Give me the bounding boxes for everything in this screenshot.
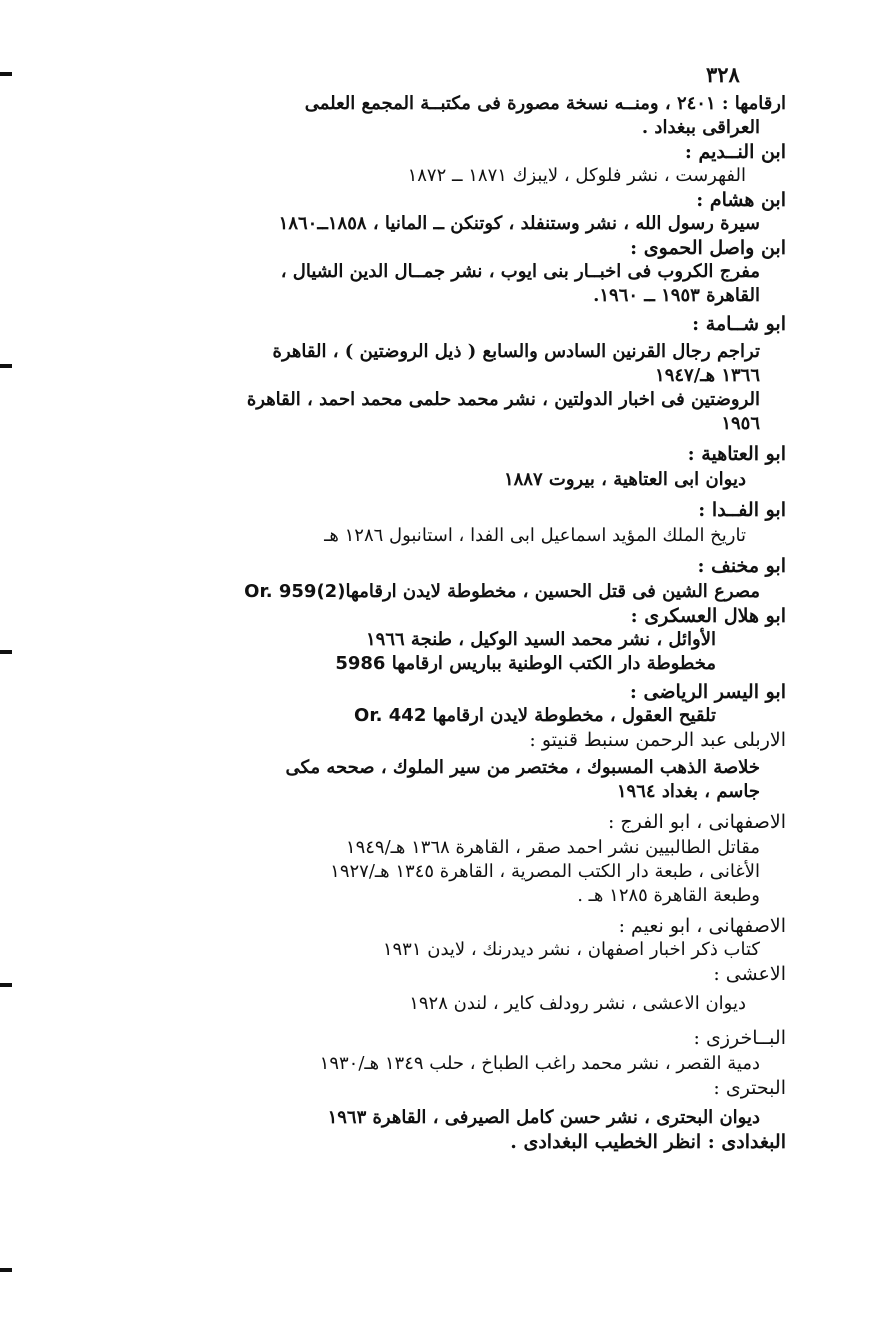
bibliography-entry [110, 1076, 786, 1130]
entry-line: وطبعة القاهرة ١٢٨٥ هـ . [577, 885, 760, 906]
author-heading: ابن هشام : [696, 189, 786, 211]
entry-line: دمية القصر ، نشر محمد راغب الطباخ ، حلب ١٣٤٩ هـ/١٩٣٠ [319, 1053, 760, 1074]
margin-mark [0, 650, 12, 654]
bibliography-entry [110, 810, 786, 908]
entry-line: العراقى ببغداد . [641, 117, 760, 138]
entry-line: كتاب ذكر اخبار اصفهان ، نشر ديدرنك ، لايدن ١٩٣١ [382, 939, 760, 960]
bibliography-list [110, 92, 786, 1154]
author-heading: الاعشى : [713, 963, 786, 985]
entry-line: ديوان ابى العتاهية ، بيروت ١٨٨٧ [503, 469, 746, 490]
bibliography-entry [110, 312, 786, 436]
author-heading: ابو الفــدا : [698, 499, 786, 521]
author-heading: ابو شــامة : [692, 313, 786, 335]
margin-mark [0, 364, 12, 368]
page-number: ٣٢٨ [706, 62, 740, 87]
author-heading: ابو اليسر الرياضى : [629, 681, 786, 703]
entry-line: تاريخ الملك المؤيد اسماعيل ابى الفدا ، استانبول ١٢٨٦ هـ [324, 525, 746, 546]
entry-line: الفهرست ، نشر فلوكل ، لايبزك ١٨٧١ ــ ١٨٧٢ [407, 165, 746, 186]
bibliography-entry [110, 140, 786, 188]
entry-line: جاسم ، بغداد ١٩٦٤ [616, 781, 760, 802]
margin-mark [0, 983, 12, 987]
bibliography-entry [110, 188, 786, 236]
manuscript-number: Or. 959(2) [244, 581, 346, 602]
entry-line: ١٩٥٦ [721, 413, 760, 434]
author-heading: الاصفهانى ، ابو الفرج : [607, 811, 786, 833]
entry-line: مفرج الكروب فى اخبــار بنى ايوب ، نشر جمــال الدين الشيال ، [280, 261, 760, 282]
bibliography-entry [110, 680, 786, 728]
manuscript-number: Or. 442 [354, 705, 427, 726]
bibliography-entry [110, 498, 786, 548]
bibliography-entry [110, 92, 786, 140]
entry-line [110, 580, 786, 604]
author-heading: ابو مخنف : [697, 555, 786, 577]
entry-line [110, 704, 786, 728]
entry-line: ديوان الاعشى ، نشر رودلف كاير ، لندن ١٩٢٨ [409, 993, 746, 1014]
entry-line: ارقامها : ٢٤٠١ ، ومنــه نسخة مصورة فى مكتبــة المجمع العلمى [304, 93, 786, 114]
author-heading: البــاخرزى : [693, 1027, 786, 1049]
entry-line [110, 652, 786, 676]
author-heading: الاصفهانى ، ابو نعيم : [618, 915, 786, 937]
bibliography-entry [110, 728, 786, 804]
bibliography-entry [110, 914, 786, 962]
entry-line: تراجم رجال القرنين السادس والسابع ( ذيل الروضتين ) ، القاهرة [272, 341, 760, 362]
entry-line: القاهرة ١٩٥٣ ــ ١٩٦٠. [593, 285, 760, 306]
bibliography-entry [110, 236, 786, 308]
entry-line: مقاتل الطالبيين نشر احمد صقر ، القاهرة ١٣٦٨ هـ/١٩٤٩ [345, 837, 760, 858]
entry-line: سيرة رسول الله ، نشر وستنفلد ، كوتنكن ــ المانيا ، ١٨٥٨ــ١٨٦٠ [278, 213, 760, 234]
author-heading: ابن واصل الحموى : [630, 237, 786, 259]
bibliography-entry [110, 442, 786, 492]
author-heading: ابو هلال العسكرى : [630, 605, 786, 627]
entry-line-text: تلقيح العقول ، مخطوطة لايدن ارقامها [432, 705, 716, 726]
entry-line: الأوائل ، نشر محمد السيد الوكيل ، طنجة ١٩٦٦ [365, 629, 716, 650]
margin-mark [0, 1268, 12, 1272]
margin-mark [0, 72, 12, 76]
manuscript-number: 5986 [335, 653, 386, 674]
author-heading: البغدادى : انظر الخطيب البغدادى . [510, 1131, 786, 1153]
author-heading: البحترى : [713, 1077, 786, 1099]
entry-line: ديوان البحترى ، نشر حسن كامل الصيرفى ، القاهرة ١٩٦٣ [327, 1107, 760, 1128]
author-heading: ابن النــديم : [684, 141, 786, 163]
entry-line-text: مخطوطة دار الكتب الوطنية بباريس ارقامها [391, 653, 716, 674]
entry-line: خلاصة الذهب المسبوك ، مختصر من سير الملوك ، صححه مكى [285, 757, 760, 778]
author-heading: ابو العتاهية : [687, 443, 786, 465]
entry-line: ١٣٦٦ هـ/١٩٤٧ [655, 365, 760, 386]
entry-line: الروضتين فى اخبار الدولتين ، نشر محمد حلمى محمد احمد ، القاهرة [246, 389, 760, 410]
bibliography-entry [110, 604, 786, 676]
bibliography-entry [110, 1026, 786, 1076]
bibliography-entry [110, 1130, 786, 1154]
entry-line-text: مصرع الشين فى قتل الحسين ، مخطوطة لايدن ارقامها [345, 581, 760, 602]
bibliography-entry [110, 554, 786, 604]
bibliography-entry [110, 962, 786, 1016]
author-heading: الاربلى عبد الرحمن سنبط قنيتو : [529, 729, 786, 751]
entry-line: الأغانى ، طبعة دار الكتب المصرية ، القاهرة ١٣٤٥ هـ/١٩٢٧ [330, 861, 760, 882]
